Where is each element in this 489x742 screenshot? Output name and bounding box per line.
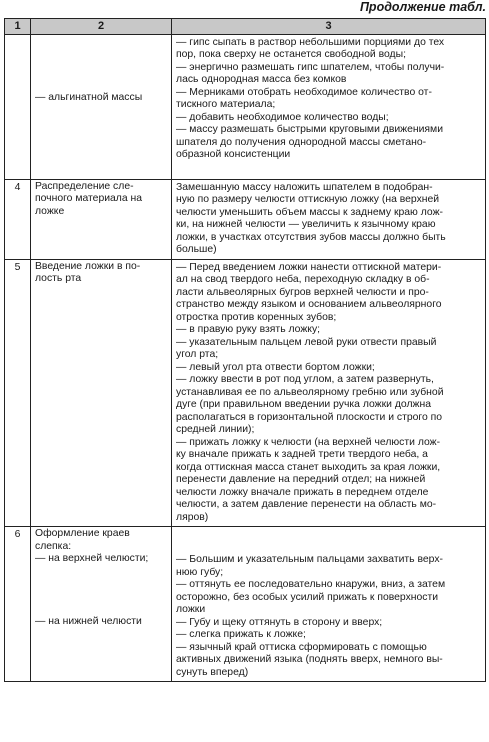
- stage-line: почного материала на: [35, 193, 143, 204]
- action-line: — слегка прижать к ложке;: [176, 629, 306, 640]
- action-line: ную по размеру челюсти оттискную ложку (на верхней: [176, 194, 440, 205]
- row-actions: [172, 179, 486, 259]
- action-line: шпателя до получения однородной массы сметано-: [176, 136, 427, 148]
- stage-line: ложке: [35, 205, 65, 217]
- action-line: — добавить необходимое количество воды;: [176, 111, 389, 123]
- stage-line: Введение ложки в по-: [35, 260, 141, 272]
- row-number: [5, 34, 31, 179]
- table-row: [5, 34, 486, 179]
- header-col-2: 2: [31, 19, 172, 35]
- action-line: челюсти ложку вначале прижать в переднем отделе: [176, 486, 429, 498]
- row-number: 4: [5, 179, 31, 259]
- action-line: — в правую руку взять ложку;: [176, 324, 321, 335]
- action-line: — указательным пальцем левой руки отвести правый: [176, 336, 437, 348]
- row-stage: [31, 179, 172, 259]
- action-line: нюю губу;: [176, 566, 224, 578]
- action-line: активных движений языка (поднять вверх, немного вы-: [176, 654, 443, 665]
- header-row: [5, 19, 486, 35]
- action-line: ложки: [176, 604, 206, 615]
- action-line: — оттянуть ее последовательно кнаружи, вниз, а затем: [176, 579, 446, 590]
- action-line: — Большим и указательным пальцами захватить верх-: [176, 554, 443, 565]
- table-row: [5, 527, 486, 682]
- procedure-table: [4, 18, 486, 682]
- table-row: [5, 259, 486, 527]
- action-line: — энергично размешать гипс шпателем, чтобы получи-: [176, 61, 445, 73]
- action-line: ляров): [176, 511, 209, 523]
- action-line: располагаться в горизонтальной плоскости и строго по: [176, 411, 443, 423]
- action-line: осторожно, без особых усилий прижать к поверхности: [176, 591, 439, 603]
- row-stage: [31, 259, 172, 527]
- stage-line: лость рта: [35, 273, 82, 284]
- row-actions: [172, 527, 486, 682]
- action-line: лась однородная масса без комков: [176, 74, 347, 85]
- action-line: устанавливая ее по альвеолярному гребню или зубной: [176, 386, 444, 398]
- action-line: — Мерниками отобрать необходимое количество от-: [176, 86, 432, 98]
- action-line: — левый угол рта отвести бортом ложки;: [176, 361, 375, 373]
- action-line: — язычный край оттиска сформировать с помощью: [176, 641, 427, 653]
- row-number: 5: [5, 259, 31, 527]
- action-line: — Перед введением ложки нанести оттискной матери-: [176, 261, 442, 273]
- row-actions: [172, 259, 486, 527]
- action-line: челюсти уменьшить объем массы к заднему краю лож-: [176, 206, 443, 218]
- header-col-1: 1: [5, 19, 31, 35]
- action-line: ку вначале прижать к задней трети твердого неба, а: [176, 449, 428, 460]
- action-line: угол рта;: [176, 349, 219, 360]
- action-line: образной консистенции: [176, 149, 291, 160]
- action-line: ложки, в участках отсутствия зубов массы должно быть: [176, 231, 446, 243]
- action-line: перенести давление на передний отдел; на нижней: [176, 474, 426, 485]
- action-line: челюсти, а затем давление перенести на область мо-: [176, 499, 437, 510]
- stage-line: — на верхней челюсти;: [35, 553, 149, 564]
- action-line: пор, пока сверху не останется свободной воды;: [176, 49, 406, 60]
- row-stage: [31, 34, 172, 179]
- action-line: — прижать ложку к челюсти (на верхней челюсти лож-: [176, 436, 441, 448]
- action-line: Замешанную массу наложить шпателем в подобран-: [176, 181, 433, 193]
- action-line: тискного материала;: [176, 99, 276, 110]
- stage-line: Оформление краев: [35, 528, 130, 539]
- row-stage: [31, 527, 172, 682]
- table-row: [5, 179, 486, 259]
- action-line: — массу размешать быстрыми круговыми движениями: [176, 124, 444, 135]
- table-caption: Продолжение табл.: [359, 0, 486, 14]
- stage-text: — альгинатной массы: [35, 91, 143, 103]
- action-line: дуге (при правильном введении ручка ложки должна: [176, 399, 432, 410]
- stage-line: Распределение сле-: [35, 180, 134, 192]
- action-line: — ложку ввести в рот под углом, а затем развернуть,: [176, 374, 434, 385]
- header-col-3: 3: [172, 19, 486, 35]
- row-actions: [172, 34, 486, 179]
- stage-line: слепка:: [35, 540, 72, 552]
- action-line: отростка против коренных зубов;: [176, 311, 337, 323]
- action-line: больше): [176, 244, 217, 255]
- action-line: ласти альвеолярных бугров верхней челюсти и про-: [176, 286, 429, 298]
- row-number: 6: [5, 527, 31, 682]
- action-line: ал на свод твердого неба, переходную складку в об-: [176, 274, 430, 285]
- action-line: средней линии);: [176, 424, 255, 435]
- action-line: сунуть вперед): [176, 666, 249, 678]
- stage-line: — на нижней челюсти: [35, 615, 142, 627]
- action-line: когда оттискная масса станет выходить за края ложки,: [176, 461, 441, 473]
- action-line: ки, на нижней челюсти — увеличить к язычному краю: [176, 219, 436, 230]
- action-line: — Губу и щеку оттянуть в сторону и вверх;: [176, 616, 383, 628]
- action-line: странство между языком и основанием альвеолярного: [176, 299, 442, 310]
- action-line: — гипс сыпать в раствор небольшими порциями до тех: [176, 36, 445, 48]
